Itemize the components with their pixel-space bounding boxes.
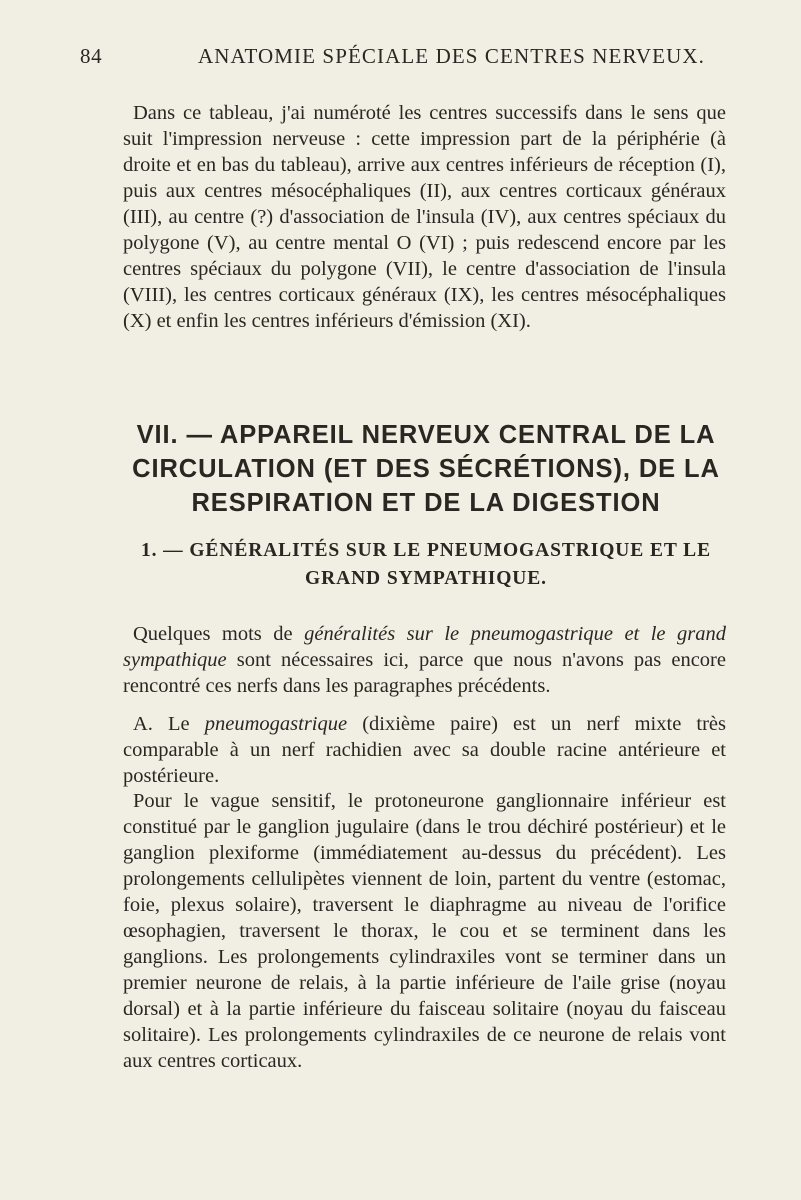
paragraph-pneumogastric-italic: pneumogastrique xyxy=(204,713,348,735)
paragraph-generalities-italic: généralités sur le pneumogastrique et le grand sympathique xyxy=(123,623,726,671)
paragraph-pneumogastric-after: (dixième paire) est un nerf mixte très comparable à un nerf rachidien avec sa double racine antérieure et postérieure. xyxy=(123,713,726,787)
paragraph-vagus-sensitive: Pour le vague sensitif, le protoneurone ganglionnaire inférieur est constitué par le ganglion jugulaire (dans le trou déchiré postérieur) et le ganglion plexiforme (immédiatement au-dessus du précédent). Les prolongements cellulipètes viennent de loin, partent du ventre (estomac, foie, plexus solaire), traversent le diaphragme au niveau de l'orifice œsophagien, traversent le thorax, le cou et se terminent dans les ganglions. Les prolongements cylindraxiles vont se terminer dans un premier neurone de relais, à la partie inférieure de l'aile grise (noyau dorsal) et à la partie inférieure du faisceau solitaire (noyau du faisceau solitaire). Les prolongements cylindraxiles de ce neurone de relais vont aux centres corticaux. xyxy=(123,790,726,1072)
page-number: 84 xyxy=(80,44,103,68)
paragraph-pneumogastric-before: A. Le xyxy=(133,713,205,735)
running-title: ANATOMIE SPÉCIALE DES CENTRES NERVEUX. xyxy=(198,44,705,68)
paragraph-pneumogastric xyxy=(123,711,726,789)
paragraph-generalities-before: Quelques mots de xyxy=(133,623,305,645)
page-header xyxy=(80,44,740,76)
section-title: VII. — APPAREIL NERVEUX CENTRAL DE LA CIRCULATION (ET DES SÉCRÉTIONS), DE LA RESPIRATION ET DE LA DIGESTION xyxy=(132,421,720,517)
paragraph-generalities xyxy=(123,621,726,699)
paragraph-table-explanation: Dans ce tableau, j'ai numéroté les centres successifs dans le sens que suit l'impression nerveuse : cette impression part de la périphérie (à droite et en bas du tableau), arrive aux centres inférieurs de réception (I), puis aux centres mésocéphaliques (II), aux centres corticaux généraux (III), au centre (?) d'association de l'insula (IV), aux centres spéciaux du polygone (V), au centre mental O (VI) ; puis redescend encore par les centres spéciaux du polygone (VII), le centre d'association de l'insula (VIII), les centres corticaux généraux (IX), les centres mésocéphaliques (X) et enfin les centres inférieurs d'émission (XI). xyxy=(123,102,726,332)
subsection-title: 1. — GÉNÉRALITÉS SUR LE PNEUMOGASTRIQUE ET LE GRAND SYMPATHIQUE. xyxy=(140,540,711,589)
paragraph-generalities-after: sont nécessaires ici, parce que nous n'avons pas encore rencontré ces nerfs dans les paragraphes précédents. xyxy=(123,649,726,697)
